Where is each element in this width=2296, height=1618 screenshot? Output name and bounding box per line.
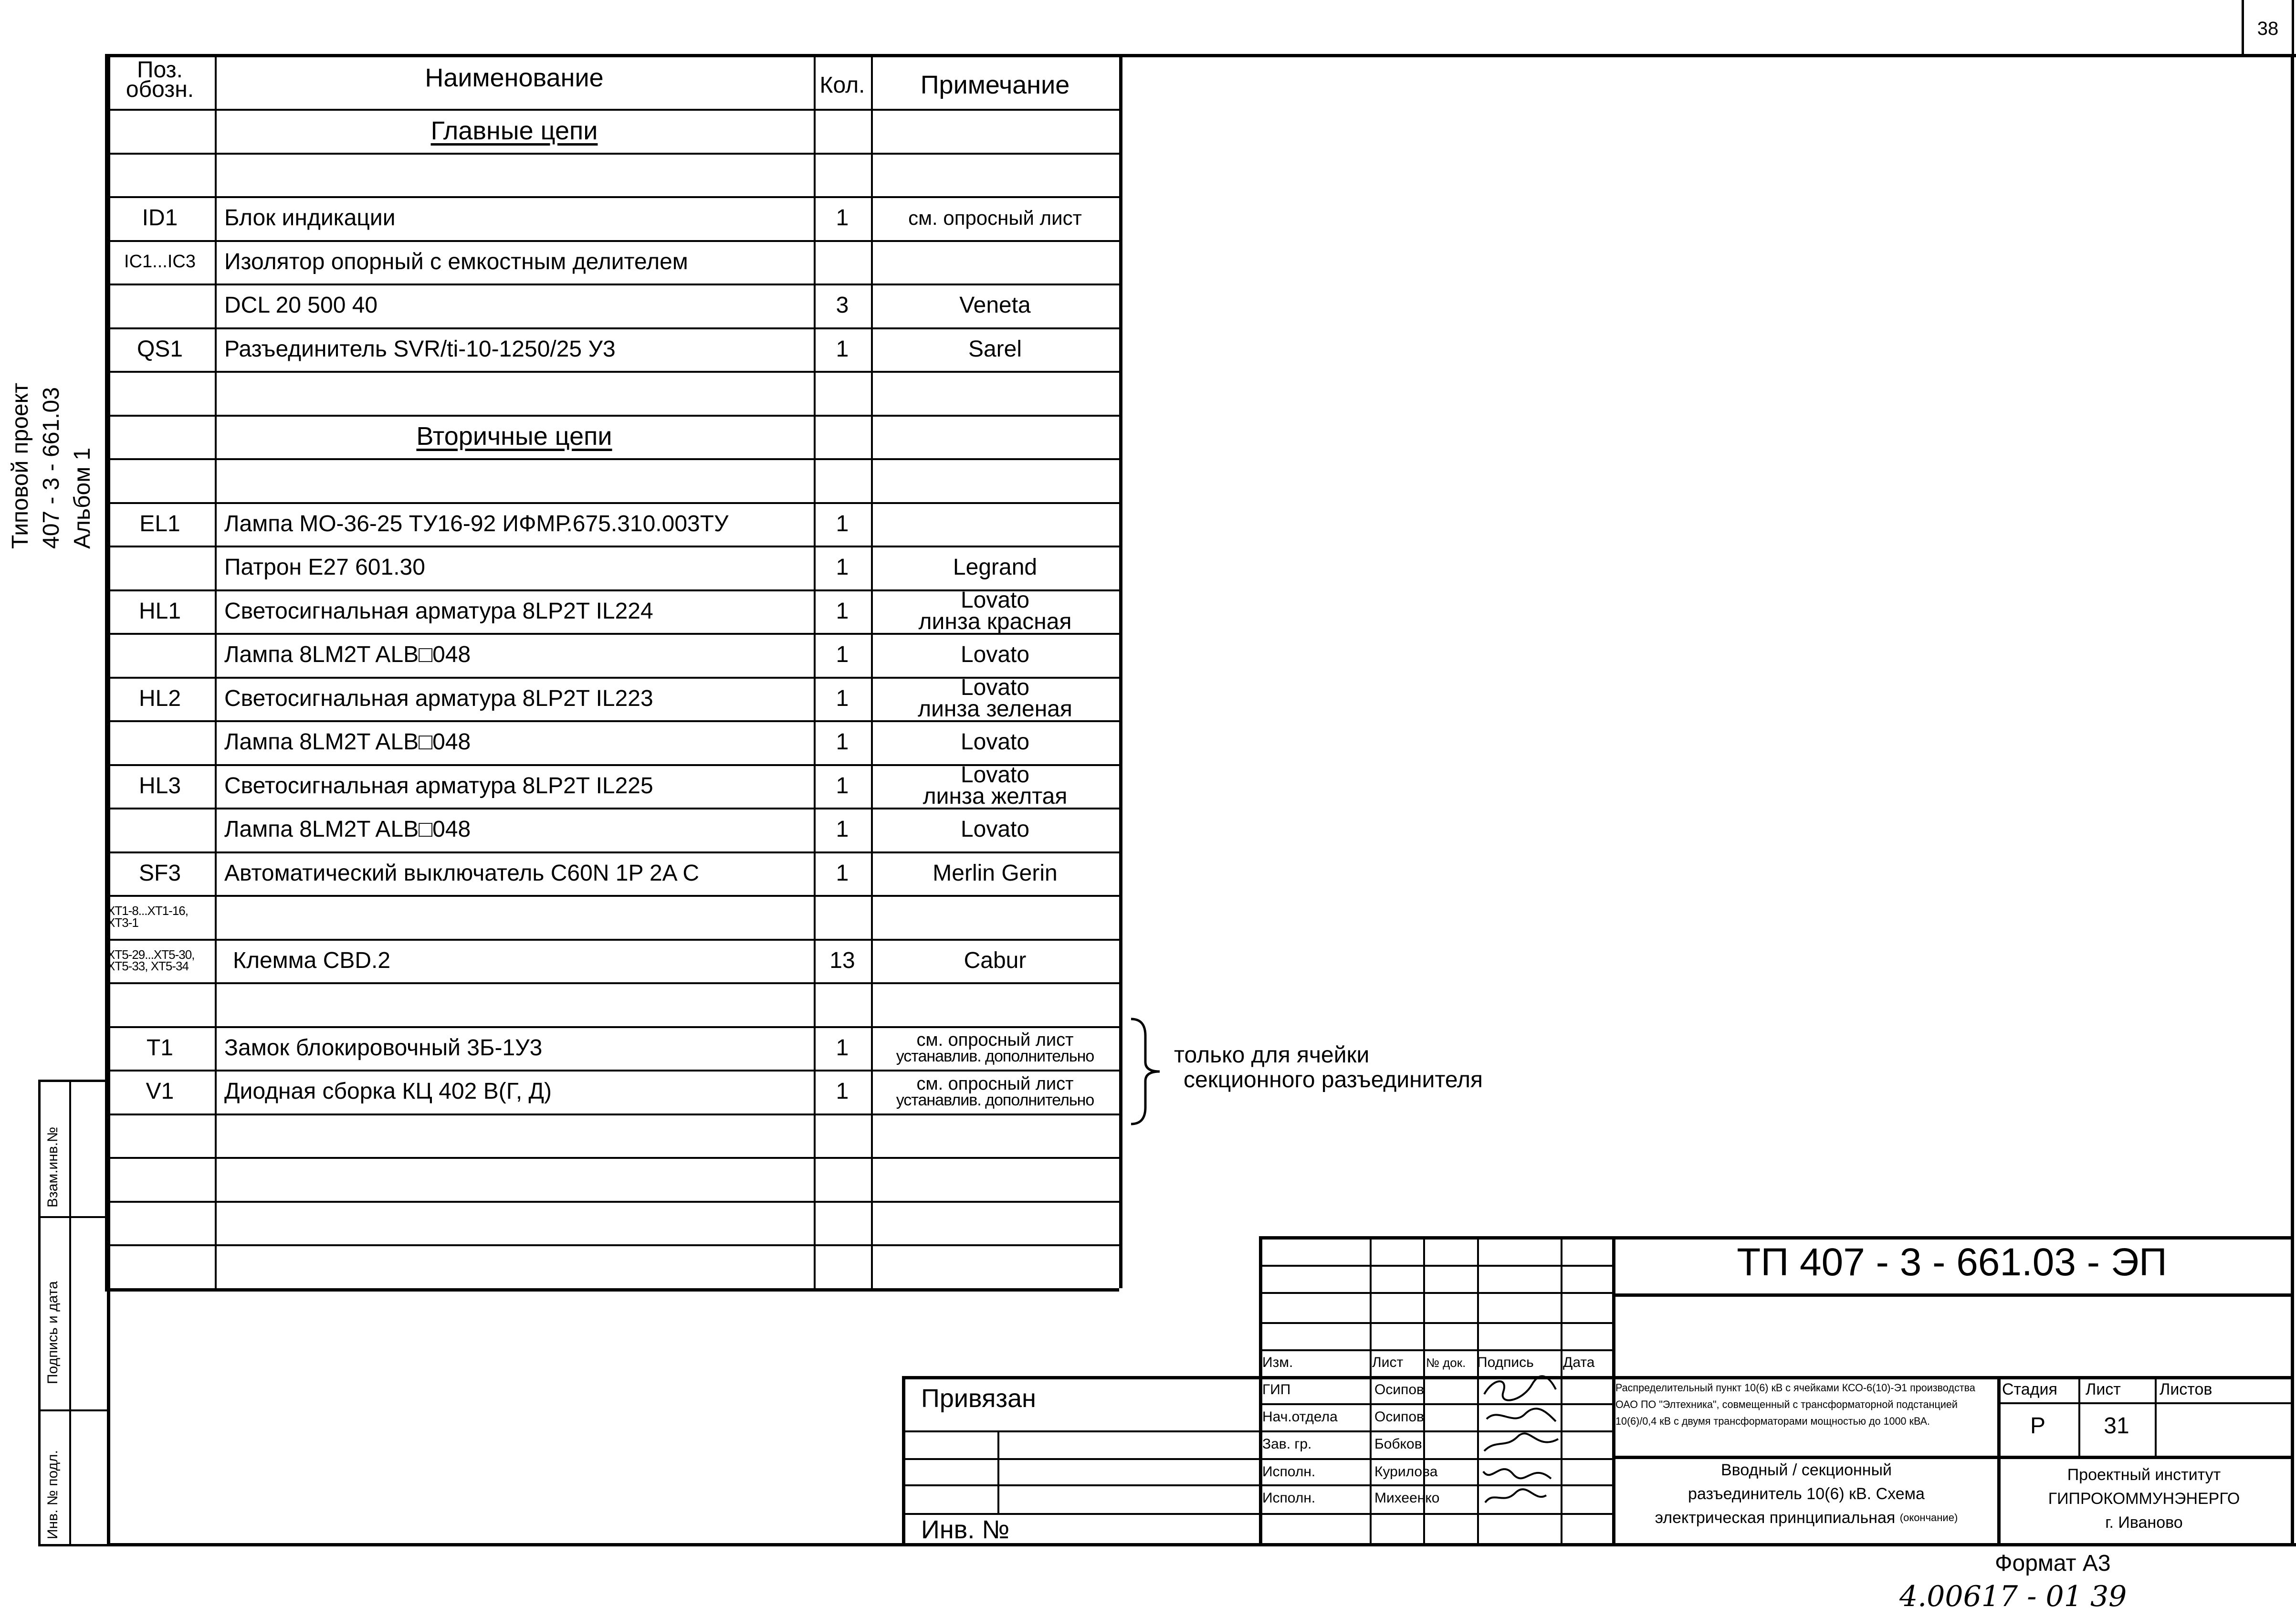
pos-cell [107, 939, 213, 983]
header-pos [105, 54, 215, 106]
pos-cell [105, 720, 215, 764]
note-cell: Lovato [960, 642, 1030, 668]
signature-icon [1479, 1457, 1561, 1486]
signature-icon [1479, 1483, 1561, 1512]
sheet-header: Лист [2086, 1380, 2121, 1398]
qty-cell: 13 [829, 947, 855, 973]
pos-cell [105, 153, 215, 197]
note-cell: Legrand [953, 555, 1038, 580]
qty-cell [814, 415, 871, 459]
brace-note-line1: только для ячейки [1174, 1042, 1370, 1068]
frame-top [1117, 54, 2296, 57]
note-cell: см. опросный лист [908, 206, 1082, 229]
sheet-title-line1: Вводный / секционный [1720, 1460, 1892, 1479]
note-line1: Lovato [960, 762, 1030, 788]
name-cell: Патрон Е27 601.30 [224, 555, 425, 580]
title-block-line [1477, 1236, 1479, 1544]
inv-no-label: Инв. № [921, 1515, 1010, 1544]
title-block-line [1259, 1322, 1612, 1324]
note-cell [871, 764, 1119, 808]
table-col-line [215, 54, 217, 1288]
pos-cell: IC1...IC3 [124, 251, 196, 272]
pos-line2: XT3-1 [107, 915, 138, 930]
qty-cell [814, 895, 871, 939]
pos-cell [105, 284, 215, 327]
name-cell [224, 153, 809, 197]
qty-cell [814, 1157, 871, 1201]
qty-cell: 1 [836, 555, 849, 580]
stage-value: Р [2030, 1413, 2045, 1439]
signer-name: Михеенко [1374, 1490, 1440, 1506]
title-block-line [1259, 1513, 1612, 1515]
name-cell: Светосигнальная арматура 8LP2T IL224 [224, 598, 653, 624]
note-line1: Lovato [960, 587, 1030, 613]
signature-icon [1479, 1375, 1561, 1404]
signer-role: Нач.отдела [1262, 1408, 1338, 1425]
qty-cell: 1 [836, 511, 849, 536]
pos-cell [105, 808, 215, 851]
qty-cell: 1 [836, 642, 849, 668]
pos-cell: V1 [146, 1079, 174, 1104]
note-cell: Merlin Gerin [933, 860, 1058, 886]
pos-cell: T1 [146, 1035, 173, 1061]
pos-cell [105, 109, 215, 153]
pos-cell: HL3 [138, 773, 181, 798]
qty-cell [814, 153, 871, 197]
note-cell [871, 240, 1119, 284]
side-stamp-row1 [38, 1216, 110, 1218]
note-cell [871, 1114, 1119, 1157]
signature-icon [1479, 1402, 1561, 1431]
pos-cell: SF3 [138, 860, 181, 886]
header-name: Наименование [425, 63, 604, 92]
sheet-title-line3-small: (окончание) [1899, 1512, 1958, 1523]
pos-cell: HL1 [138, 598, 181, 624]
section-title: Главные цепи [430, 116, 598, 145]
name-cell [224, 895, 818, 939]
signer-name: Курилова [1374, 1463, 1438, 1480]
note-cell [871, 371, 1119, 415]
note-cell [871, 1070, 1119, 1114]
section-title: Вторичные цепи [416, 422, 612, 451]
name-cell: Блок индикации [224, 205, 396, 231]
name-cell: Лампа 8LM2T ALB□048 [224, 729, 471, 755]
note-cell [871, 502, 1119, 546]
qty-cell [814, 1201, 871, 1245]
qty-cell [814, 982, 871, 1026]
qty-cell: 1 [836, 685, 849, 711]
sheets-value [2155, 1403, 2291, 1449]
sheet-title-line3-main: электрическая принципиальная [1655, 1508, 1896, 1527]
pos-cell [105, 458, 215, 502]
pos-cell [105, 1114, 215, 1157]
col-list: Лист [1372, 1355, 1404, 1370]
description: Распределительный пункт 10(6) кВ с ячейками КСО-6(10)-Э1 производства ОАО ПО "Элтехника", совмещенный с трансформаторной подстанцией 10(6)/0,4 кВ с двумя трансформаторами мощностью до 1000 кВА. [1615, 1382, 1975, 1428]
note-cell: Cabur [964, 947, 1027, 973]
title-left [1259, 1236, 1262, 1544]
pos-line1: XT1-8...XT1-16, [107, 904, 188, 918]
header-qty: Кол. [819, 72, 865, 98]
name-cell [224, 1157, 809, 1201]
qty-cell [814, 1244, 871, 1288]
sheets-header: Листов [2160, 1380, 2212, 1398]
note-cell [871, 589, 1119, 633]
name-cell: Замок блокировочный 3Б-1У3 [224, 1035, 543, 1061]
qty-cell: 1 [836, 598, 849, 624]
qty-cell: 1 [836, 1035, 849, 1061]
pos-cell [105, 1244, 215, 1288]
name-cell: Лампа 8LM2T ALB□048 [224, 642, 471, 668]
name-cell [224, 371, 809, 415]
note-cell: Lovato [960, 817, 1030, 842]
org-line2: ГИПРОКОММУНЭНЕРГО [2048, 1489, 2240, 1508]
note-cell [871, 982, 1119, 1026]
pos-cell [105, 633, 215, 677]
title-block-line [1259, 1265, 1612, 1267]
frame-right [2291, 54, 2294, 1546]
org-line3: г. Иваново [2105, 1513, 2183, 1532]
pos-cell [105, 982, 215, 1026]
qty-cell: 1 [836, 205, 849, 231]
signer-name: Осипов [1374, 1408, 1424, 1425]
page-number: 38 [2257, 18, 2279, 39]
note-cell [871, 1244, 1119, 1288]
name-cell: Клемма CBD.2 [233, 947, 391, 973]
qty-cell [814, 1114, 871, 1157]
side-stamp-row2 [38, 1409, 110, 1411]
name-cell: Изолятор опорный с емкостным делителем [224, 249, 688, 274]
privyazan-top [902, 1376, 1259, 1379]
qty-cell: 1 [836, 729, 849, 755]
brace-icon [1126, 1017, 1164, 1126]
qty-cell: 3 [836, 293, 849, 318]
pos-line2: XT5-33, XT5-34 [107, 959, 189, 974]
side-stamp-divider [69, 1080, 71, 1546]
sheet-title-line3 [1613, 1506, 2000, 1530]
pos-cell [105, 371, 215, 415]
handwritten-number: 4.00617 - 01 [1899, 1580, 2082, 1613]
pos-cell: EL1 [139, 511, 180, 536]
note-line1: см. опросный лист [916, 1073, 1074, 1094]
name-cell: Лампа 8LM2T ALB□048 [224, 817, 471, 842]
title-block-line [902, 1458, 1259, 1460]
pos-cell [105, 415, 215, 459]
pos-cell: QS1 [136, 336, 183, 362]
note-line2: линза желтая [923, 784, 1068, 809]
qty-cell [814, 240, 871, 284]
title-block-line [902, 1484, 1259, 1486]
col-data: Дата [1563, 1355, 1595, 1370]
pos-cell: ID1 [142, 205, 178, 231]
signer-role: ГИП [1262, 1381, 1291, 1397]
name-cell [224, 1244, 809, 1288]
qty-cell: 1 [836, 817, 849, 842]
header-pos-label: Поз. обозн. [126, 57, 194, 102]
title-block-line [1259, 1292, 1612, 1294]
table-bottom-line [105, 1288, 1119, 1292]
note-line2: устанавлив. дополнительно [896, 1047, 1094, 1066]
pos-cell [107, 895, 213, 939]
pos-cell [105, 1157, 215, 1201]
note-cell [871, 458, 1119, 502]
frame-bottom [107, 1543, 2296, 1546]
note-line1: Lovato [960, 674, 1030, 700]
name-cell [224, 982, 809, 1026]
note-line2: линза красная [918, 609, 1072, 635]
privyazan-label: Привязан [921, 1384, 1036, 1413]
name-cell [224, 1114, 809, 1157]
note-cell: Sarel [968, 336, 1022, 362]
qty-cell: 1 [836, 773, 849, 798]
table-col-line [1119, 54, 1122, 1288]
privyazan-left [902, 1376, 905, 1544]
pos-cell: HL2 [138, 685, 181, 711]
signer-role: Исполн. [1262, 1463, 1316, 1480]
side-title-line1: Типовой проект [8, 382, 33, 549]
drawing-code: ТП 407 - 3 - 661.03 - ЭП [1737, 1240, 2167, 1284]
name-cell [224, 458, 809, 502]
note-cell: Lovato [960, 729, 1030, 755]
name-cell: Автоматический выключатель C60N 1P 2A C [224, 860, 700, 886]
qty-cell: 1 [836, 336, 849, 362]
signer-name: Осипов [1374, 1381, 1424, 1397]
title-block-line [902, 1430, 1259, 1432]
pos-line1: XT5-29...XT5-30, [107, 947, 195, 962]
name-cell: Светосигнальная арматура 8LP2T IL225 [224, 773, 653, 798]
note-cell [871, 1026, 1119, 1070]
note-line2: линза зеленая [918, 696, 1072, 722]
signer-role: Зав. гр. [1262, 1436, 1312, 1452]
stage-header: Стадия [2002, 1380, 2057, 1398]
note-cell [871, 1157, 1119, 1201]
note-line1: см. опросный лист [916, 1030, 1074, 1051]
note-line2: устанавлив. дополнительно [896, 1091, 1094, 1109]
col-podpis: Подпись [1477, 1355, 1534, 1370]
note-cell [871, 674, 1119, 722]
qty-cell: 1 [836, 1079, 849, 1104]
signer-role: Исполн. [1262, 1490, 1316, 1506]
note-cell [871, 895, 1119, 939]
name-cell: Разъединитель SVR/ti-10-1250/25 У3 [224, 336, 616, 362]
handwritten-page: 39 [2090, 1580, 2127, 1613]
note-cell [871, 153, 1119, 197]
side-title-line2: 407 - 3 - 661.03 [39, 387, 64, 549]
org-line1: Проектный институт [2067, 1465, 2221, 1484]
side-stamp-inv: Инв. № подл. [45, 1450, 61, 1539]
title-block-line [1561, 1236, 1562, 1544]
format-label: Формат А3 [1995, 1550, 2111, 1576]
title-block-line [997, 1430, 999, 1513]
header-note: Примечание [920, 71, 1070, 99]
note-cell [871, 1201, 1119, 1245]
side-stamp-podpis: Подпись и дата [45, 1281, 61, 1384]
name-cell: DCL 20 500 40 [224, 293, 378, 318]
pos-cell [105, 1201, 215, 1245]
note-cell [871, 415, 1119, 459]
name-cell: Диодная сборка КЦ 402 В(Г, Д) [224, 1079, 552, 1104]
qty-cell [814, 458, 871, 502]
side-title-line3: Альбом 1 [70, 447, 95, 549]
side-stamp-vzam: Взам.инв.№ [45, 1126, 61, 1208]
title-block-line [1370, 1236, 1372, 1544]
name-cell: Лампа МО-36-25 ТУ16-92 ИФМР.675.310.003ТУ [224, 511, 729, 536]
qty-cell [814, 371, 871, 415]
brace-note-line2: секционного разъединителя [1184, 1067, 1483, 1093]
col-izm: Изм. [1262, 1355, 1293, 1370]
signer-name: Бобков [1374, 1436, 1422, 1452]
note-cell: Veneta [959, 293, 1031, 318]
col-ndok: № док. [1426, 1355, 1466, 1370]
sheet-value: 31 [2104, 1413, 2129, 1439]
name-cell [224, 1201, 809, 1245]
signature-icon [1479, 1429, 1561, 1458]
code-underline [1612, 1293, 2294, 1297]
name-cell: Светосигнальная арматура 8LP2T IL223 [224, 685, 653, 711]
qty-cell: 1 [836, 860, 849, 886]
pos-cell [105, 546, 215, 589]
sheet-title-line2: разъединитель 10(6) кВ. Схема [1688, 1484, 1925, 1503]
